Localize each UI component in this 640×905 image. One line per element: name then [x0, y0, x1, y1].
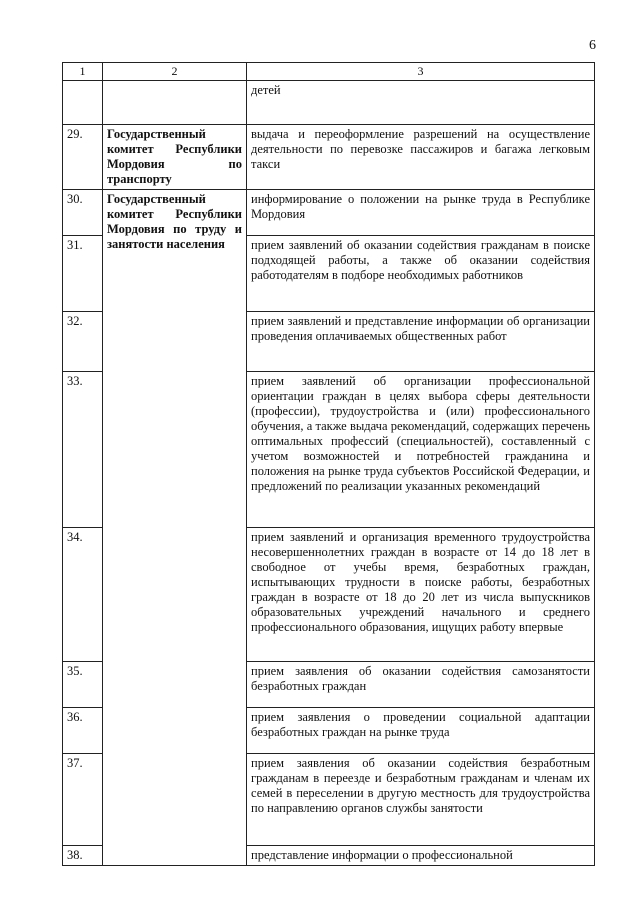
row-service: информирование о положении на рынке труда в Республике Мордовия [247, 190, 595, 236]
row-number: 31. [63, 236, 103, 312]
row-organization: Государственный комитет Республики Мордовия по труду и занятости населения [103, 190, 247, 866]
row-number: 30. [63, 190, 103, 236]
page-number: 6 [589, 38, 596, 53]
row-number [63, 81, 103, 125]
table-row [63, 81, 595, 125]
row-number: 32. [63, 312, 103, 372]
row-number: 37. [63, 754, 103, 846]
header-col-2: 2 [103, 63, 247, 81]
header-col-3: 3 [247, 63, 595, 81]
row-number: 33. [63, 372, 103, 528]
header-col-1: 1 [63, 63, 103, 81]
row-service: прием заявления об оказании содействия самозанятости безработных граждан [247, 662, 595, 708]
row-service: прием заявлений и представление информации об организации проведения оплачиваемых общественных работ [247, 312, 595, 372]
row-service: прием заявлений и организация временного трудоустройства несовершеннолетних граждан в возрасте от 14 до 18 лет в свободное от учебы время, безработных граждан, испытывающих трудности в поиске работы, безработных граждан в возрасте от 18 до 20 лет из числа выпускников образовательных учреждений начального и среднего профессионального образования, ищущих работу впервые [247, 528, 595, 662]
row-number: 29. [63, 125, 103, 190]
row-service: прием заявления о проведении социальной адаптации безработных граждан на рынке труда [247, 708, 595, 754]
row-organization [103, 81, 247, 125]
row-number: 34. [63, 528, 103, 662]
services-table [62, 62, 595, 866]
row-number: 36. [63, 708, 103, 754]
row-number: 35. [63, 662, 103, 708]
row-number: 38. [63, 846, 103, 866]
table-row [63, 190, 595, 236]
row-service: представление информации о профессиональной [247, 846, 595, 866]
table-header-row [63, 63, 595, 81]
row-service: прием заявления об оказании содействия безработным гражданам в переезде и безработным гражданам и членам их семей в переселении в другую местность для трудоустройства по направлению органов службы занятости [247, 754, 595, 846]
row-service: прием заявлений об оказании содействия гражданам в поиске подходящей работы, а также об оказании содействия работодателям в подборе необходимых работников [247, 236, 595, 312]
table-row [63, 125, 595, 190]
row-service: детей [247, 81, 595, 125]
row-service: выдача и переоформление разрешений на осуществление деятельности по перевозке пассажиров и багажа легковым такси [247, 125, 595, 190]
row-service: прием заявлений об организации профессиональной ориентации граждан в целях выбора сферы деятельности (профессии), трудоустройства и (или) профессионального обучения, а также выдача рекомендаций, содержащих перечень оптимальных профессий (специальностей), составленный с учетом возможностей и потребностей гражданина и положения на рынке труда субъектов Российской Федерации, и предложений по реализации указанных рекомендаций [247, 372, 595, 528]
row-organization: Государственный комитет Республики Мордовия по транспорту [103, 125, 247, 190]
